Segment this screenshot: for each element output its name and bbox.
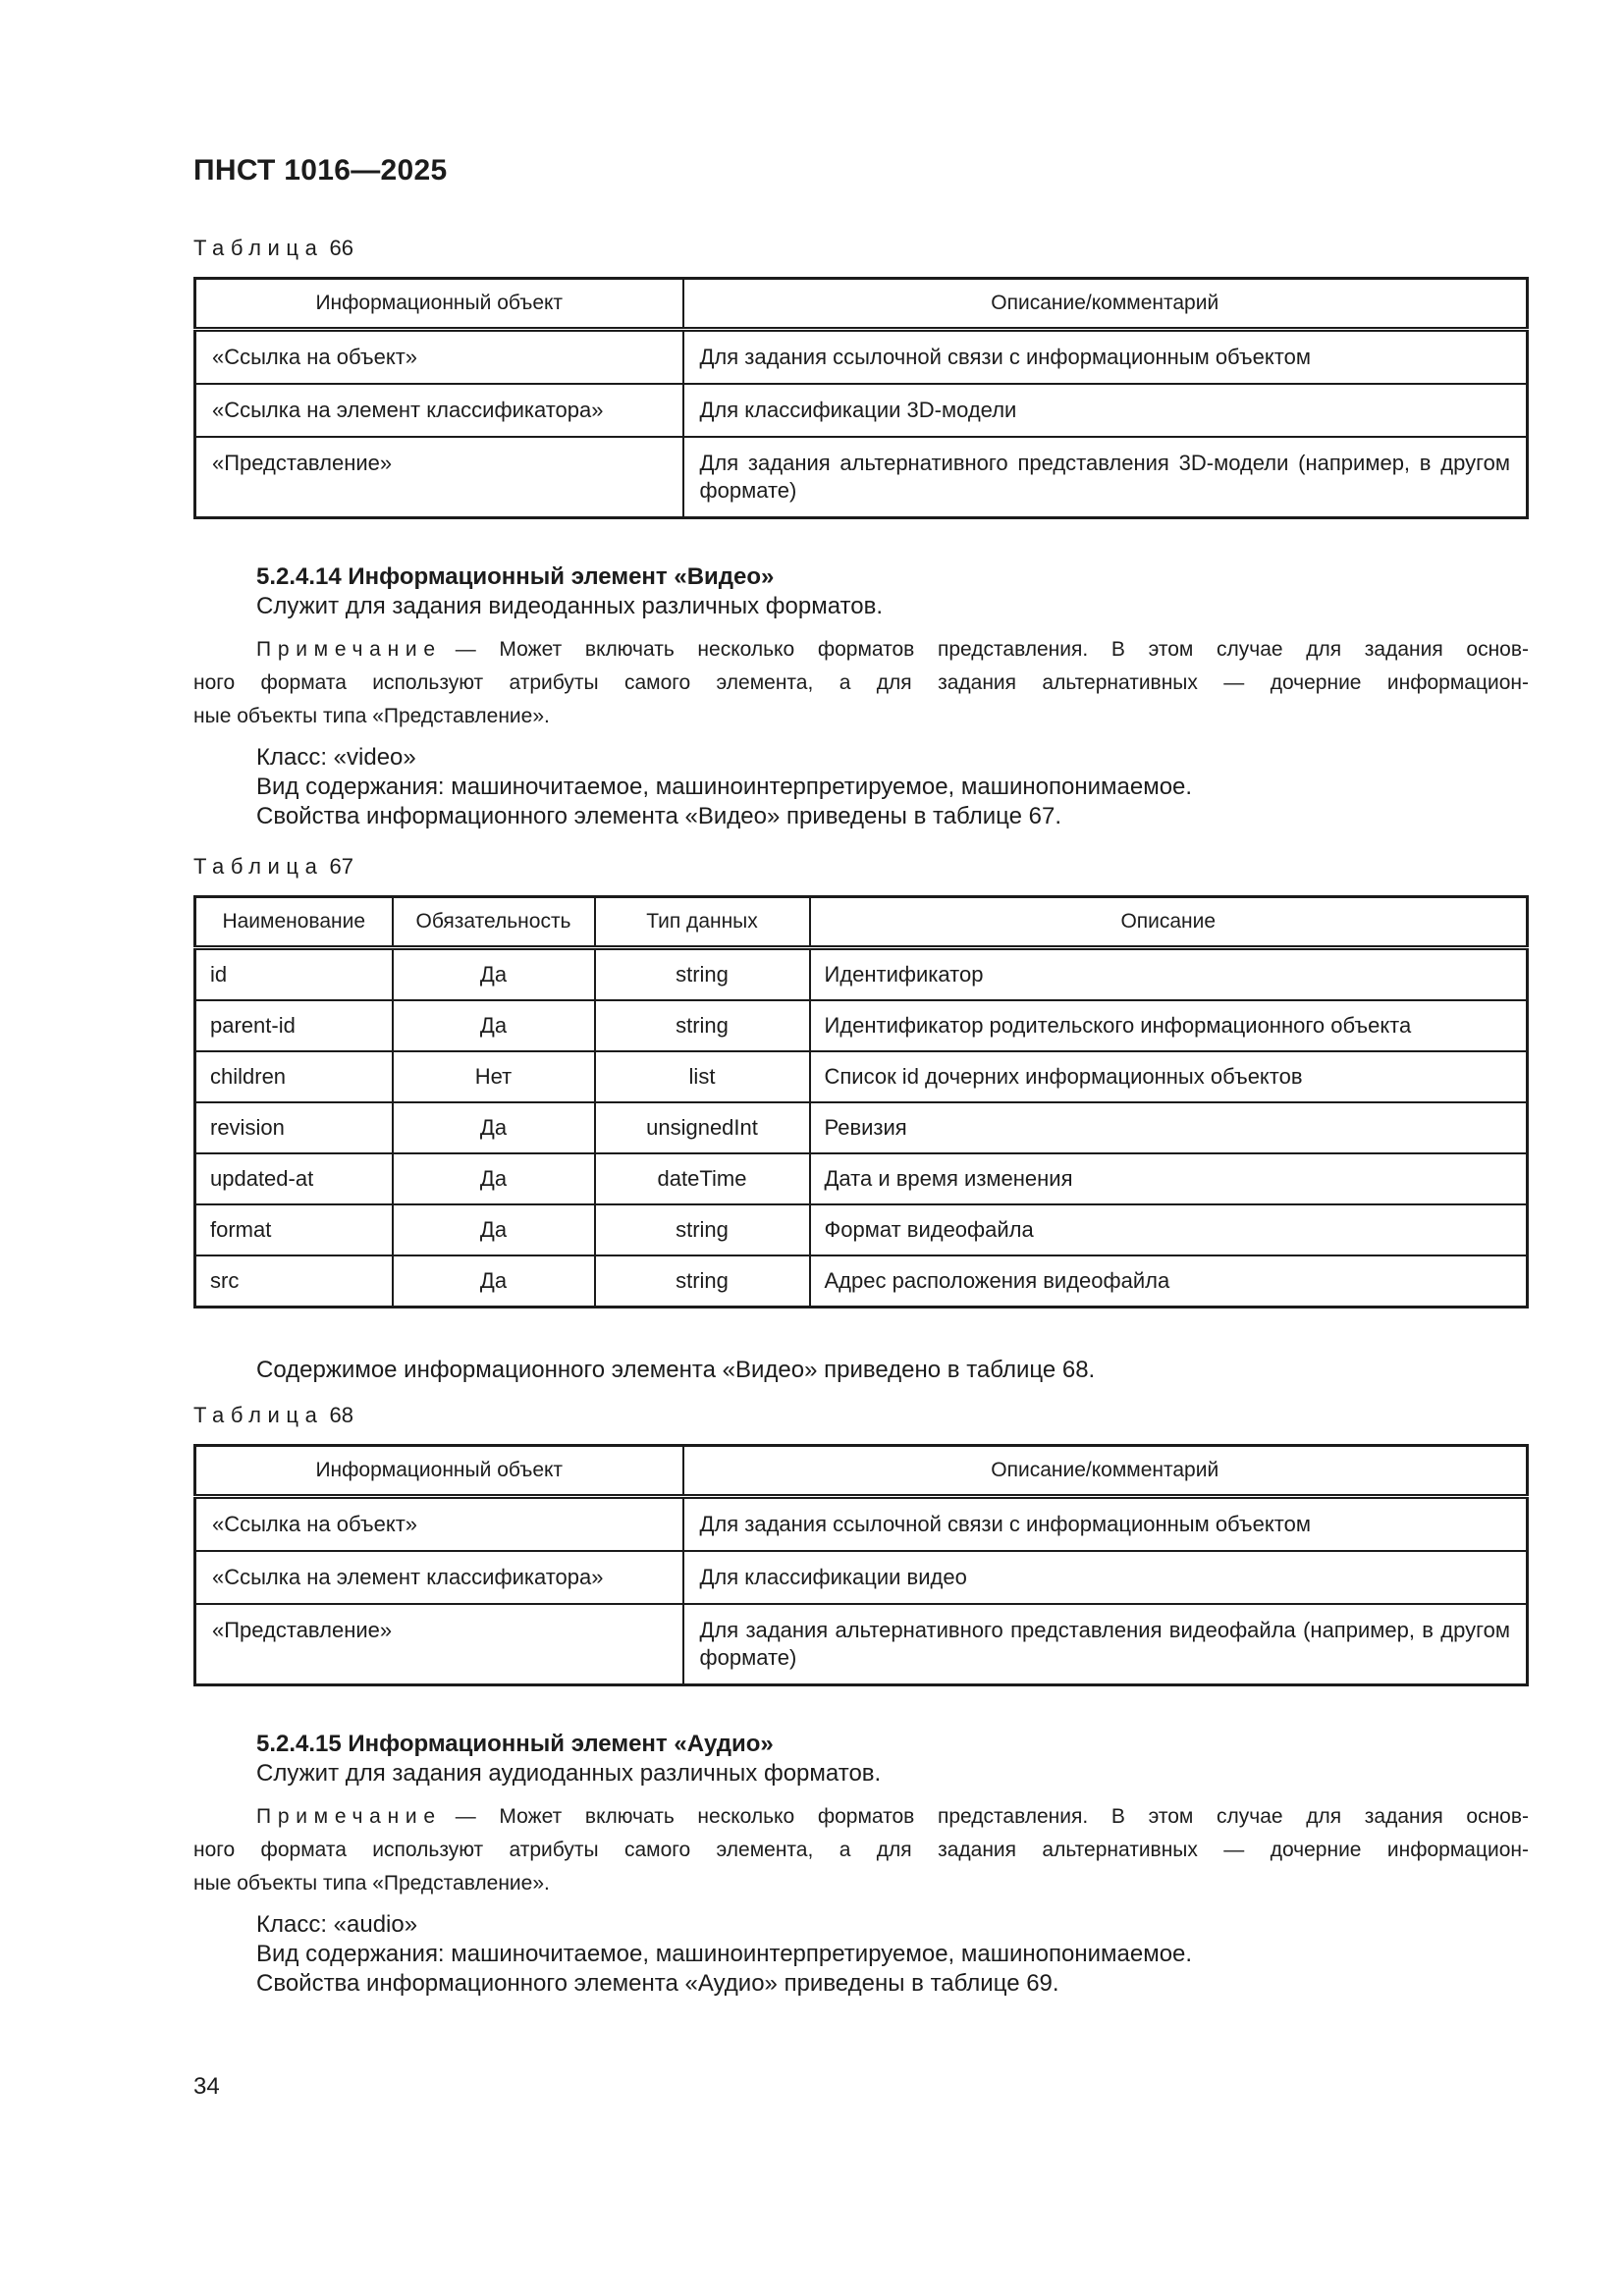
cell-name: revision	[195, 1102, 393, 1153]
cell-object: «Представление»	[195, 437, 683, 518]
cell-object: «Ссылка на элемент классификатора»	[195, 384, 683, 437]
cell-required: Да	[393, 1255, 595, 1308]
column-header: Тип данных	[595, 897, 810, 948]
cell-required: Да	[393, 1153, 595, 1204]
column-header: Описание/комментарий	[683, 1446, 1528, 1497]
table-row	[195, 1000, 1528, 1051]
cell-description: Для задания ссылочной связи с информационным объектом	[683, 330, 1528, 385]
cell-description: Адрес расположения видеофайла	[810, 1255, 1528, 1308]
class-line: Класс: «video»	[256, 744, 416, 771]
note-block	[193, 1800, 1529, 1900]
table-caption-word: Таблица	[193, 854, 324, 879]
table-caption-word: Таблица	[193, 236, 324, 260]
table-row	[195, 1255, 1528, 1308]
note-line: ные объекты типа «Представление».	[193, 1872, 550, 1895]
page-number: 34	[193, 2073, 220, 2100]
cell-name: parent-id	[195, 1000, 393, 1051]
table-row	[195, 330, 1528, 385]
note-label: Примечание	[256, 1805, 442, 1828]
cell-type: dateTime	[595, 1153, 810, 1204]
cell-description: Дата и время изменения	[810, 1153, 1528, 1204]
table-68-caption	[193, 1403, 1529, 1428]
note-block	[193, 633, 1529, 733]
note-line: ного формата используют атрибуты самого элемента, а для задания альтернативных — дочерние информацион-	[193, 671, 1529, 694]
table-66	[193, 277, 1529, 519]
note-line: ного формата используют атрибуты самого элемента, а для задания альтернативных — дочерние информацион-	[193, 1839, 1529, 1861]
table-row	[195, 1153, 1528, 1204]
cell-description: Для классификации 3D-модели	[683, 384, 1528, 437]
column-header: Информационный объект	[195, 1446, 683, 1497]
table-67-caption	[193, 854, 1529, 880]
note-line	[193, 633, 1529, 667]
table-row	[195, 1551, 1528, 1604]
cell-description: Ревизия	[810, 1102, 1528, 1153]
column-header: Описание/комментарий	[683, 279, 1528, 330]
class-line: Класс: «audio»	[256, 1911, 418, 1938]
cell-type: string	[595, 1255, 810, 1308]
column-header: Информационный объект	[195, 279, 683, 330]
note-text: — Может включать несколько форматов представления. В этом случае для задания основ-	[455, 1805, 1529, 1828]
cell-type: string	[595, 1000, 810, 1051]
properties-line: Свойства информационного элемента «Видео» приведены в таблице 67.	[256, 803, 1061, 829]
table-row	[195, 1497, 1528, 1552]
cell-name: children	[195, 1051, 393, 1102]
table-caption-number: 67	[329, 854, 353, 879]
table-67	[193, 895, 1529, 1308]
standard-designation: ПНСТ 1016—2025	[193, 154, 448, 187]
cell-object: «Ссылка на объект»	[195, 330, 683, 385]
cell-description: Для задания ссылочной связи с информационным объектом	[683, 1497, 1528, 1552]
table-caption-word: Таблица	[193, 1403, 324, 1427]
cell-name: format	[195, 1204, 393, 1255]
cell-type: string	[595, 1204, 810, 1255]
section-heading-5-2-4-14: 5.2.4.14 Информационный элемент «Видео»	[256, 563, 775, 590]
note-line: ные объекты типа «Представление».	[193, 705, 550, 727]
cell-required: Да	[393, 1102, 595, 1153]
note-label: Примечание	[256, 638, 442, 661]
cell-object: «Ссылка на объект»	[195, 1497, 683, 1552]
cell-name: updated-at	[195, 1153, 393, 1204]
table-row	[195, 437, 1528, 518]
cell-required: Да	[393, 948, 595, 1001]
table-68-lead-line: Содержимое информационного элемента «Видео» приведено в таблице 68.	[256, 1357, 1096, 1383]
table-67-header-row	[195, 897, 1528, 948]
column-header: Описание	[810, 897, 1528, 948]
cell-required: Нет	[393, 1051, 595, 1102]
cell-name: src	[195, 1255, 393, 1308]
cell-description: Формат видеофайла	[810, 1204, 1528, 1255]
table-caption-number: 68	[329, 1403, 353, 1427]
cell-description: Идентификатор родительского информационного объекта	[810, 1000, 1528, 1051]
section-intro: Служит для задания видеоданных различных форматов.	[256, 593, 884, 619]
section-heading-5-2-4-15: 5.2.4.15 Информационный элемент «Аудио»	[256, 1731, 774, 1757]
cell-required: Да	[393, 1000, 595, 1051]
cell-description: Для задания альтернативного представления 3D-модели (например, в другом формате)	[683, 437, 1528, 518]
cell-description: Список id дочерних информационных объектов	[810, 1051, 1528, 1102]
cell-type: list	[595, 1051, 810, 1102]
content-kind-line: Вид содержания: машиночитаемое, машиноинтерпретируемое, машинопонимаемое.	[256, 774, 1193, 800]
cell-type: unsignedInt	[595, 1102, 810, 1153]
cell-description: Для классификации видео	[683, 1551, 1528, 1604]
cell-description: Идентификатор	[810, 948, 1528, 1001]
content-kind-line: Вид содержания: машиночитаемое, машиноинтерпретируемое, машинопонимаемое.	[256, 1941, 1193, 1967]
table-row	[195, 1102, 1528, 1153]
cell-type: string	[595, 948, 810, 1001]
cell-required: Да	[393, 1204, 595, 1255]
cell-object: «Ссылка на элемент классификатора»	[195, 1551, 683, 1604]
table-66-header-row	[195, 279, 1528, 330]
table-68	[193, 1444, 1529, 1686]
table-66-caption	[193, 236, 1529, 261]
note-line	[193, 1800, 1529, 1834]
table-68-header-row	[195, 1446, 1528, 1497]
cell-description: Для задания альтернативного представления видеофайла (например, в другом формате)	[683, 1604, 1528, 1685]
table-row	[195, 1604, 1528, 1685]
table-row	[195, 948, 1528, 1001]
note-text: — Может включать несколько форматов представления. В этом случае для задания основ-	[455, 638, 1529, 661]
properties-line: Свойства информационного элемента «Аудио» приведены в таблице 69.	[256, 1970, 1059, 1997]
table-row	[195, 1204, 1528, 1255]
table-row	[195, 384, 1528, 437]
cell-name: id	[195, 948, 393, 1001]
table-row	[195, 1051, 1528, 1102]
column-header: Наименование	[195, 897, 393, 948]
table-caption-number: 66	[329, 236, 353, 260]
section-intro: Служит для задания аудиоданных различных форматов.	[256, 1760, 882, 1787]
column-header: Обязательность	[393, 897, 595, 948]
page-content	[193, 154, 1529, 1999]
cell-object: «Представление»	[195, 1604, 683, 1685]
